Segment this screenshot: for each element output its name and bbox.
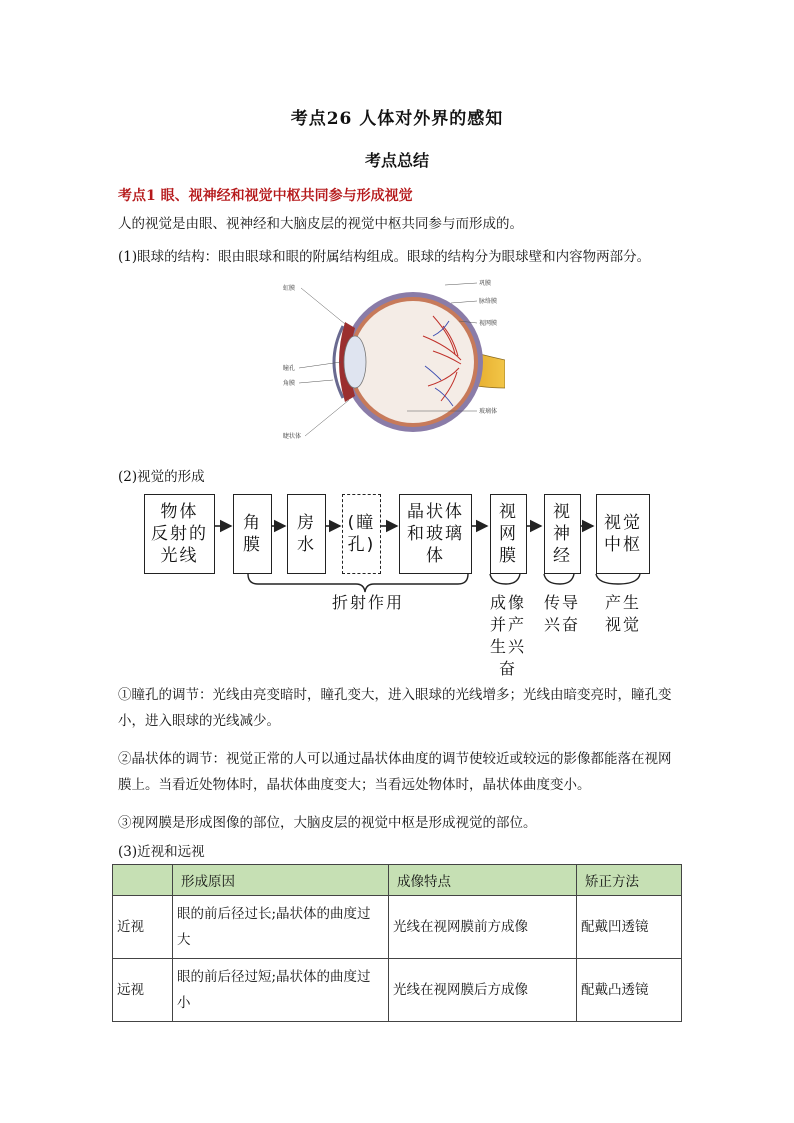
flow-box-retina-text: 视 网 膜	[499, 502, 518, 566]
label-choroid: 脉络膜	[479, 298, 498, 305]
table-row	[113, 959, 682, 1022]
table-cell: 远视	[113, 959, 173, 1022]
eye-structure-paragraph: (1)眼球的结构：眼由眼球和眼的附属结构组成。眼球的结构分为眼球壁和内容物两部分。	[118, 249, 651, 265]
vision-flow-chart	[118, 480, 678, 680]
flow-box-light-text: 物体 反射的 光线	[151, 502, 208, 566]
table-header: 矫正方法	[577, 865, 682, 896]
table-cell: 眼的前后径过长;晶状体的曲度过大	[173, 896, 389, 959]
nerve-note: 传导 兴奋	[543, 593, 580, 634]
label-vitreous: 玻璃体	[479, 408, 498, 415]
flow-box-aqueous	[287, 494, 326, 574]
note-lens: ②晶状体的调节：视觉正常的人可以通过晶状体曲度的调节使较近或较远的影像都能落在视网膜上。当看近处物体时，晶状体曲度变大；当看远处物体时，晶状体曲度变小。	[118, 751, 672, 793]
table-header-row	[113, 865, 682, 896]
label-cornea: 角膜	[283, 380, 296, 387]
flow-box-cornea-text: 角 膜	[243, 513, 262, 555]
flow-box-optic-nerve	[544, 494, 581, 574]
label-iris: 虹膜	[283, 285, 296, 292]
lens	[344, 336, 366, 388]
table-cell: 光线在视网膜后方成像	[389, 959, 577, 1022]
note-pupil: ①瞳孔的调节：光线由亮变暗时，瞳孔变大，进入眼球的光线增多；光线由暗变亮时，瞳孔变小，进入眼球的光线减少。	[118, 687, 672, 729]
table-header: 成像特点	[389, 865, 577, 896]
flow-box-pupil-text: (瞳 孔)	[347, 513, 376, 555]
label-ciliary: 睫状体	[283, 433, 302, 440]
flow-box-lens	[399, 494, 472, 574]
section-heading: 考点1 眼、视神经和视觉中枢共同参与形成视觉	[118, 188, 413, 204]
table-cell: 近视	[113, 896, 173, 959]
myopia-heading: (3)近视和远视	[118, 844, 205, 860]
table-header: 形成原因	[173, 865, 389, 896]
eye-diagram	[283, 276, 505, 442]
table-row	[113, 896, 682, 959]
flow-box-cornea	[233, 494, 272, 574]
table-cell: 配戴凹透镜	[577, 896, 682, 959]
flow-box-visual-center-text: 视觉 中枢	[604, 513, 642, 555]
note-retina: ③视网膜是形成图像的部位，大脑皮层的视觉中枢是形成视觉的部位。	[118, 815, 537, 831]
vitreous-body	[352, 301, 474, 423]
center-note: 产生 视觉	[604, 593, 641, 634]
page-title: 考点26 人体对外界的感知	[290, 109, 504, 129]
flow-box-visual-center	[596, 494, 650, 574]
label-retina: 视网膜	[479, 320, 498, 327]
flow-box-lens-text: 晶状体 和玻璃 体	[407, 502, 464, 566]
table-cell: 配戴凸透镜	[577, 959, 682, 1022]
myopia-hyperopia-table	[112, 864, 682, 1022]
table-header	[113, 865, 173, 896]
intro-paragraph: 人的视觉是由眼、视神经和大脑皮层的视觉中枢共同参与而形成的。	[118, 216, 523, 232]
flow-box-optic-nerve-text: 视 神 经	[553, 502, 572, 566]
retina-note: 成像 并产 生兴 奋	[489, 593, 526, 678]
page-subtitle: 考点总结	[364, 151, 429, 170]
flow-box-pupil	[342, 494, 381, 574]
table-cell: 光线在视网膜前方成像	[389, 896, 577, 959]
label-sclera: 巩膜	[479, 280, 492, 287]
flow-box-retina	[490, 494, 527, 574]
table-cell: 眼的前后径过短;晶状体的曲度过小	[173, 959, 389, 1022]
flow-box-light	[144, 494, 215, 574]
label-pupil: 瞳孔	[283, 365, 296, 372]
flow-box-aqueous-text: 房 水	[297, 513, 316, 555]
refraction-label: 折射作用	[331, 593, 404, 612]
vision-formation-heading: (2)视觉的形成	[118, 469, 205, 485]
